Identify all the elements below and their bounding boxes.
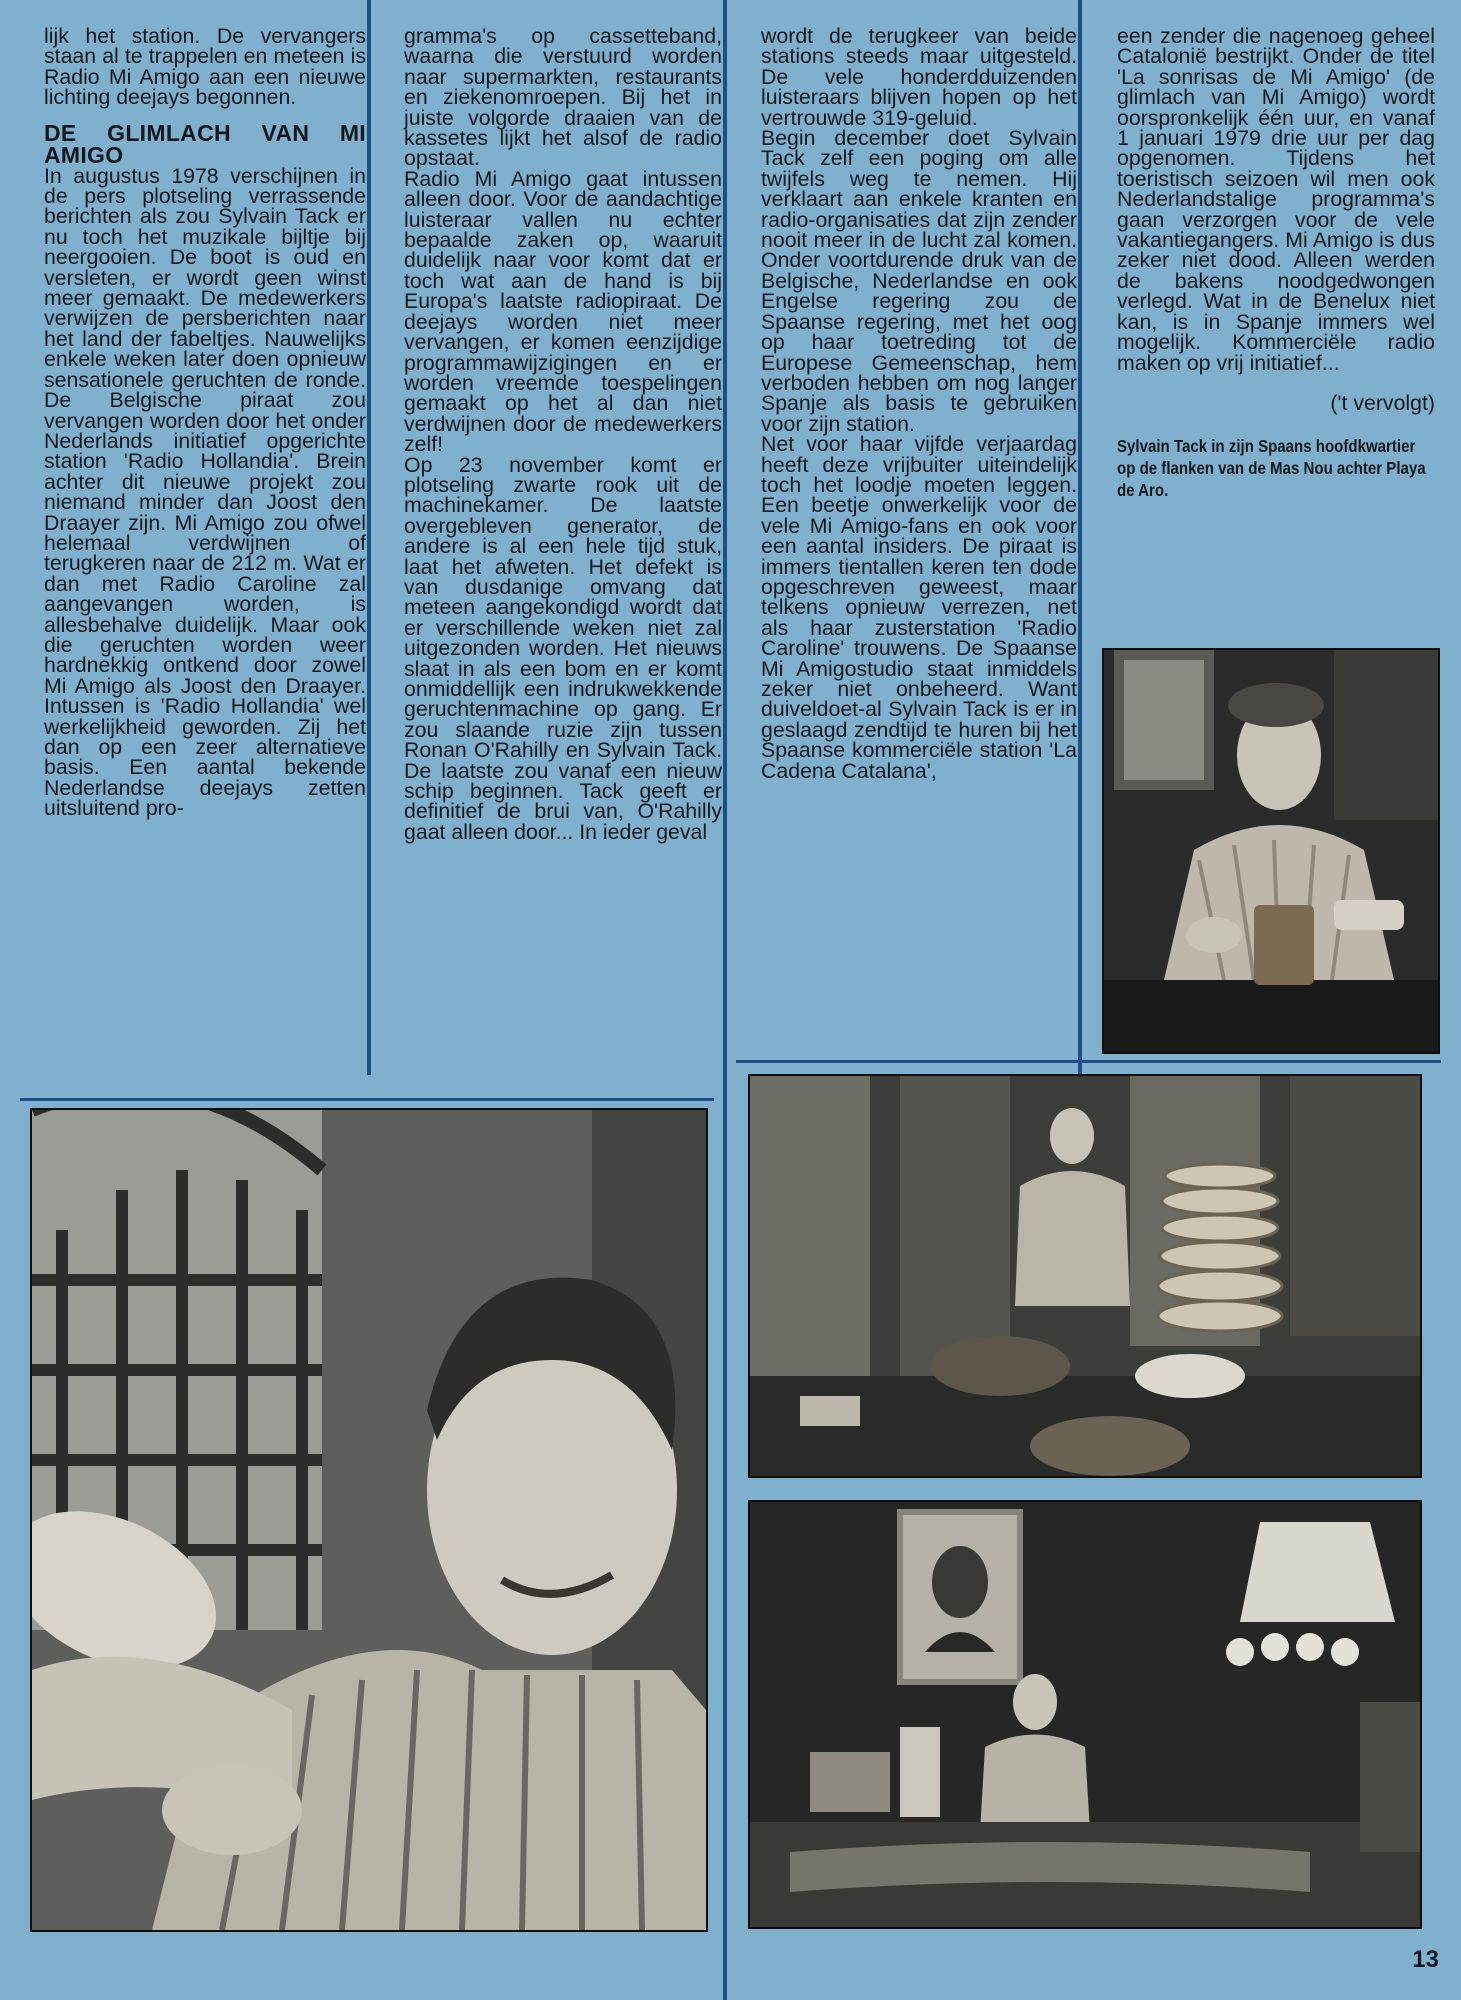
- photo-caption: Sylvain Tack in zijn Spaans hoofdkwartier op de flanken van de Mas Nou achter Playa de Aro.: [1117, 436, 1426, 501]
- paragraph: lijk het station. De vervangers staan al te trappelen en meteen is Radio Mi Amigo aan een nieuwe lichting deejays begonnen.: [44, 24, 366, 110]
- column-rule-2: [723, 0, 727, 2000]
- paragraph: In augustus 1978 verschijnen in de pers plotseling verrassende berichten als zou Sylvain Tack er nu toch het muzikale bijltje bij neergooien. De boot is oud en versleten, er wordt geen winst meer gemaakt. De medewerkers verwijzen de persberichten naar het land der fabeltjes. Nauwelijks enkele weken later doen opnieuw sensationele geruchten de ronde. De Belgische piraat zou vervangen worden door het onder Nederlands initiatief opgerichte station 'Radio Hollandia'. Brein achter dit nieuwe projekt zou niemand minder dan Joost den Draayer zijn. Mi Amigo zou ofwel helemaal verdwijnen of terugkeren naar de 212 m. Wat er dan met Radio Caroline zal aangevangen worden, is allesbehalve duidelijk. Maar ook die geruchten worden weer hardnekkig ontkend door zowel Mi Amigo als Joost den Draayer. Intussen is 'Radio Hollandia' wel werkelijkheid geworden. Zij het dan op een zeer alternatieve basis. Een aantal bekende Nederlandse deejays zetten uitsluitend pro-: [44, 163, 366, 821]
- paragraph: Radio Mi Amigo gaat intussen alleen door. Voor de aandachtige luisteraar vallen nu echter bepaalde zaken op, waaruit duidelijk naar voor komt dat er toch wat aan de hand is bij Europa's laatste radiopiraat. De deejays worden niet meer vervangen, er komen eenzijdige programmawijzigingen en er worden vreemde toespelingen gemaakt op het al dan niet verdwijnen door de medewerkers zelf!: [404, 166, 722, 457]
- article-column-1: [44, 26, 366, 819]
- section-heading: DE GLIMLACH VAN MI AMIGO: [44, 119, 366, 168]
- paragraph: Begin december doet Sylvain Tack zelf een poging om alle twijfels weg te nemen. Hij verklaart aan enkele kranten en radio-organisaties dat zijn zender nooit meer in de lucht zal komen. Onder voortdurende druk van de Belgische, Nederlandse en ook Engelse regering zou de Spaanse regering, met het oog op haar toetreding tot de Europese Gemeenschap, hem verboden hebben om nog langer Spanje als basis te gebruiken voor zijn station.: [761, 126, 1077, 436]
- column-rule-1: [367, 0, 371, 1075]
- article-column-4: [1117, 26, 1435, 501]
- to-be-continued: ('t vervolgt): [1330, 390, 1435, 415]
- photo-frame-rule-right: [736, 1060, 1441, 1063]
- photo-man-pouring-drink: [1102, 648, 1440, 1054]
- article-column-2: [404, 26, 722, 842]
- paragraph: Op 23 november komt er plotseling zwarte rook uit de machinekamer. De laatste overgebleven generator, de andere is al een hele tijd stuk, laat het afweten. Het defekt is van dusdanige omvang dat meteen aangekondigd wordt dat er verschillende weken niet zal uitgezonden worden. Het nieuws slaat in als een bom en er komt onmiddellijk een indrukwekkende geruchtenmachine op gang. Er zou slaande ruzie zijn tussen Ronan O'Rahilly en Sylvain Tack. De laatste zou vanaf een nieuw schip beginnen. Tack geeft er definitief de brui van, O'Rahilly gaat alleen door... In ieder geval: [404, 452, 722, 844]
- column-rule-3: [1078, 0, 1082, 1075]
- paragraph: Net voor haar vijfde verjaardag heeft deze vrijbuiter uiteindelijk toch het loodje moeten leggen. Een beetje onwerkelijk voor de vele Mi Amigo-fans en ook voor een aantal insiders. De piraat is immers tientallen keren ten dode opgeschreven geweest, maar telkens opnieuw verrezen, net als haar zusterstation 'Radio Caroline' trouwens. De Spaanse Mi Amigostudio staat inmiddels zeker niet onbeheerd. Want duiveldoet-al Sylvain Tack is er in geslaagd zendtijd te huren bij het Spaanse kommerciële station 'La Cadena Catalana',: [761, 432, 1077, 783]
- paragraph: een zender die nagenoeg geheel Catalonië bestrijkt. Onder de titel 'La sonrisas de Mi Amigo' (de glimlach van Mi Amigo) wordt oorspronkelijk één uur, en vanaf 1 januari 1979 drie uur per dag opgenomen. Tijdens het toeristisch seizoen wil men ook Nederlandstalige programma's gaan verzorgen voor de vele vakantiegangers. Mi Amigo is dus zeker niet dood. Alleen werden de bakens noodgedwongen verlegd. Wat in de Benelux niet kan, is in Spanje immers wel mogelijk. Kommerciële radio maken op vrij initiatief...: [1117, 24, 1435, 375]
- photo-frame-rule: [20, 1098, 714, 1101]
- paragraph: wordt de terugkeer van beide stations steeds maar uitgesteld. De vele honderdduizenden luisteraars blijven hopen op het vertrouwde 319-geluid.: [761, 24, 1077, 130]
- page-number: 13: [1412, 1946, 1439, 1973]
- photo-man-with-parrot: [30, 1108, 708, 1932]
- article-column-3: [761, 26, 1077, 781]
- photo-man-with-dogs: [748, 1074, 1422, 1478]
- photo-man-behind-bar: [748, 1500, 1422, 1929]
- paragraph: gramma's op cassetteband, waarna die verstuurd worden naar supermarkten, restaurants en ziekenomroepen. Bij het in juiste volgorde draaien van de kassetes lijkt het alsof de radio opstaat.: [404, 24, 722, 171]
